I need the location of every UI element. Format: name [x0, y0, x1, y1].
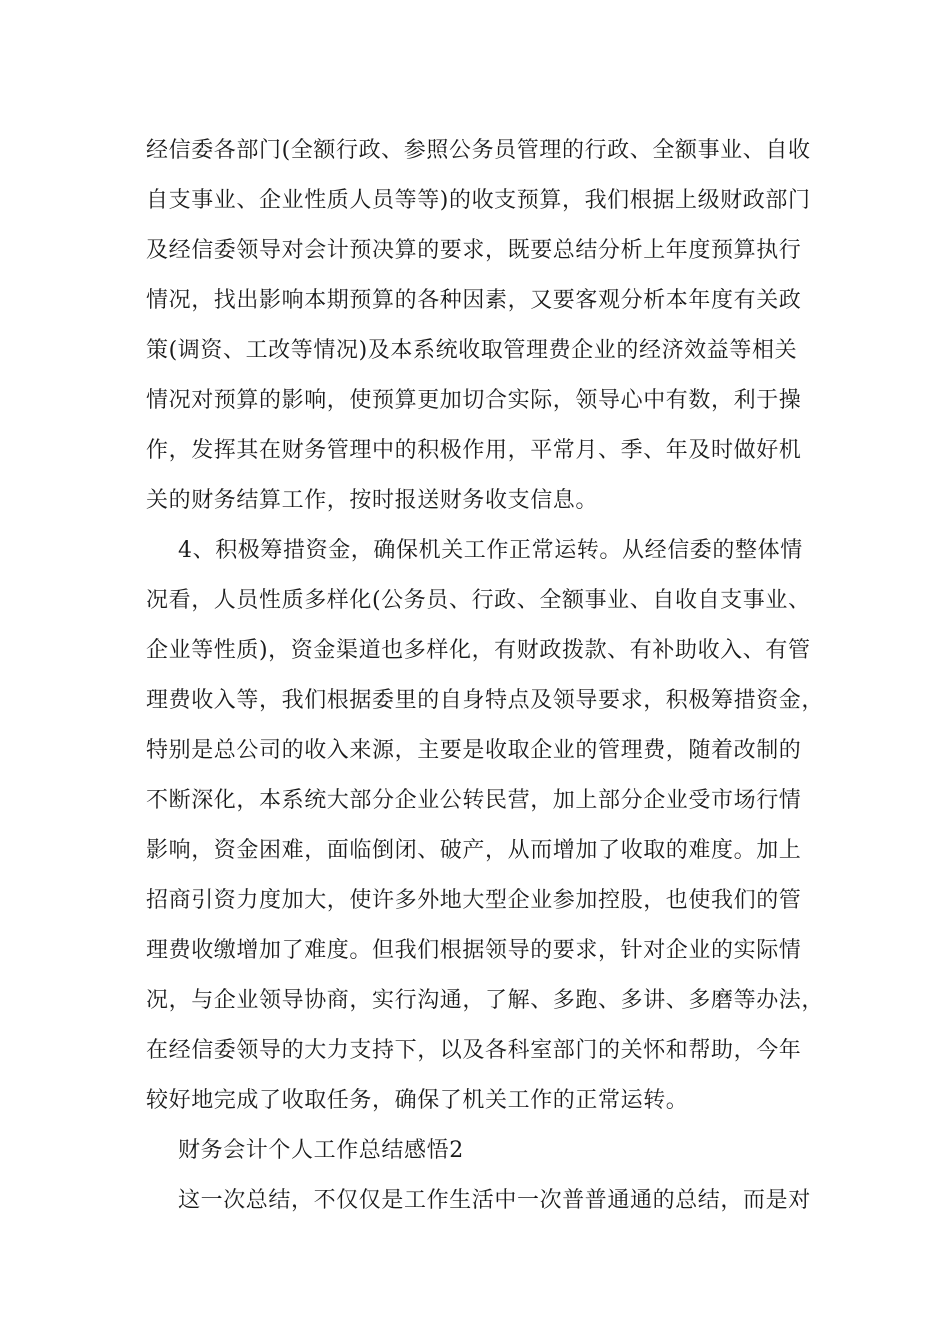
paragraph-line: 自支事业、企业性质人员等等)的收支预算，我们根据上级财政部门	[146, 188, 811, 213]
paragraph-line: 及经信委领导对会计预决算的要求，既要总结分析上年度预算执行	[146, 238, 802, 263]
paragraph-line: 理费收入等，我们根据委里的自身特点及领导要求，积极筹措资金，	[146, 688, 825, 713]
paragraph-line: 在经信委领导的大力支持下，以及各科室部门的关怀和帮助，今年	[146, 1038, 802, 1063]
paragraph-line: 招商引资力度加大，使许多外地大型企业参加控股，也使我们的管	[146, 888, 802, 913]
paragraph-line: 较好地完成了收取任务，确保了机关工作的正常运转。	[146, 1088, 689, 1113]
paragraph-line: 情况，找出影响本期预算的各种因素，又要客观分析本年度有关政	[146, 288, 802, 313]
paragraph-line: 4、积极筹措资金，确保机关工作正常运转。从经信委的整体情	[178, 538, 803, 563]
paragraph-line: 影响，资金困难，面临倒闭、破产，从而增加了收取的难度。加上	[146, 838, 802, 863]
paragraph-line: 经信委各部门(全额行政、参照公务员管理的行政、全额事业、自收	[146, 138, 811, 163]
paragraph-line: 这一次总结，不仅仅是工作生活中一次普普通通的总结，而是对	[178, 1188, 811, 1213]
paragraph-line: 特别是总公司的收入来源，主要是收取企业的管理费，随着改制的	[146, 738, 802, 763]
paragraph-line: 况，与企业领导协商，实行沟通，了解、多跑、多讲、多磨等办法，	[146, 988, 825, 1013]
paragraph-line: 作，发挥其在财务管理中的积极作用，平常月、季、年及时做好机	[146, 438, 802, 463]
paragraph-line: 不断深化，本系统大部分企业公转民营，加上部分企业受市场行情	[146, 788, 802, 813]
section-heading: 财务会计个人工作总结感悟2	[178, 1138, 464, 1163]
paragraph-line: 情况对预算的影响，使预算更加切合实际，领导心中有数，利于操	[146, 388, 802, 413]
paragraph-line: 关的财务结算工作，按时报送财务收支信息。	[146, 488, 599, 513]
paragraph-line: 策(调资、工改等情况)及本系统收取管理费企业的经济效益等相关	[146, 338, 798, 363]
paragraph-line: 况看，人员性质多样化(公务员、行政、全额事业、自收自支事业、	[146, 588, 811, 613]
paragraph-line: 理费收缴增加了难度。但我们根据领导的要求，针对企业的实际情	[146, 938, 802, 963]
paragraph-line: 企业等性质)，资金渠道也多样化，有财政拨款、有补助收入、有管	[146, 638, 811, 663]
